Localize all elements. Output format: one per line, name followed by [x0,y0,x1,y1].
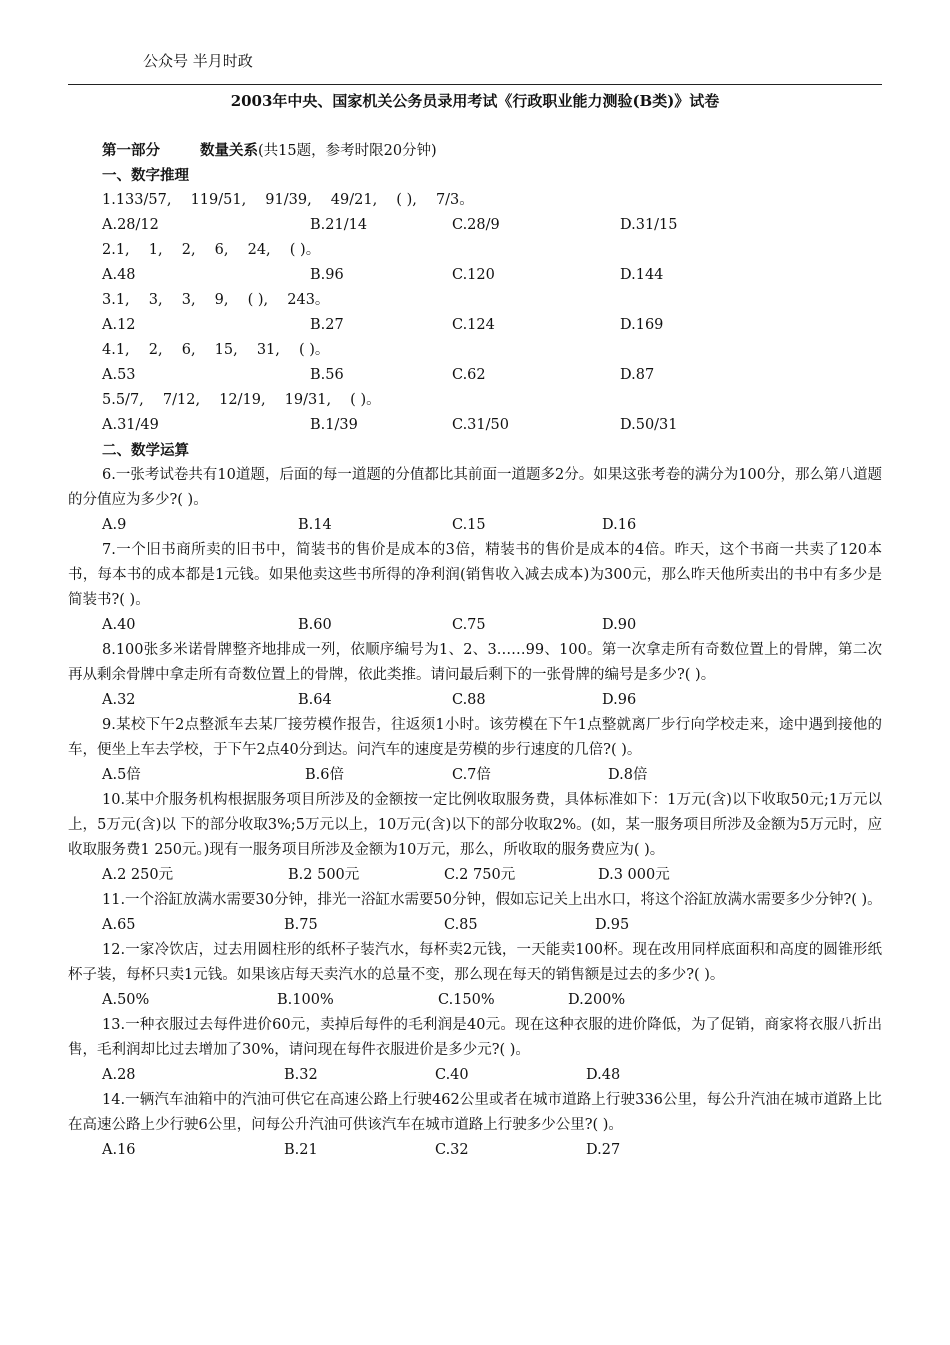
question-stem: 5.5/7, 7/12, 12/19, 19/31, ( )。 [102,392,381,408]
option-d: D.144 [620,267,664,283]
option-a: A.28 [102,1067,136,1083]
option-c: C.62 [452,367,486,383]
option-c: C.15 [452,517,486,533]
exam-content [68,138,882,1163]
option-c: C.85 [444,917,478,933]
option-b: B.6倍 [305,767,344,783]
question-stem: 6.一张考试卷共有10道题，后面的每一道题的分值都比其前面一道题多2分。如果这张考卷的满分为100分，那么第八道题的分值应为多少?( )。 [68,467,882,508]
option-d: D.50/31 [620,417,678,433]
option-row [68,913,882,938]
option-c: C.75 [452,617,486,633]
option-a: A.65 [102,917,136,933]
part-note: (共15题，参考时限20分钟) [258,143,437,159]
option-row [68,313,882,338]
option-c: C.150% [438,992,495,1008]
option-b: B.64 [298,692,332,708]
option-b: B.14 [298,517,332,533]
option-d: D.90 [602,617,637,633]
option-a: A.40 [102,617,136,633]
question-stem: 9.某校下午2点整派车去某厂接劳模作报告，往返须1小时。该劳模在下午1点整就离厂步行向学校走来，途中遇到接他的车，便坐上车去学校，于下午2点40分到达。问汽车的速度是劳模的步行速度的几倍?( )。 [68,717,882,758]
option-a: A.48 [102,267,136,283]
option-a: A.53 [102,367,136,383]
option-b: B.27 [310,317,344,333]
part-title: 数量关系 [200,142,258,159]
option-row [68,988,882,1013]
header-divider [68,84,882,85]
option-d: D.8倍 [608,767,648,783]
option-b: B.21 [284,1142,318,1158]
option-row [68,863,882,888]
option-d: D.169 [620,317,664,333]
exam-title: 2003年中央、国家机关公务员录用考试《行政职业能力测验(B类)》试卷 [230,92,720,110]
option-d: D.27 [586,1142,621,1158]
option-a: A.16 [102,1142,136,1158]
part-label: 第一部分 [102,142,160,159]
option-b: B.75 [284,917,318,933]
option-a: A.2 250元 [102,867,174,883]
option-c: C.7倍 [452,767,491,783]
option-d: D.87 [620,367,655,383]
option-c: C.31/50 [452,417,509,433]
option-a: A.28/12 [102,217,159,233]
option-row [68,213,882,238]
option-b: B.56 [310,367,344,383]
option-a: A.32 [102,692,136,708]
option-row [68,263,882,288]
option-d: D.3 000元 [598,867,670,883]
option-c: C.88 [452,692,486,708]
question-stem: 12.一家冷饮店，过去用圆柱形的纸杯子装汽水，每杯卖2元钱，一天能卖100杯。现在改用同样底面积和高度的圆锥形纸杯子装，每杯只卖1元钱。如果该店每天卖汽水的总量不变，那么现在每天的销售额是过去的多少?( )。 [68,942,882,983]
section-heading: 一、数字推理 [102,167,189,184]
option-c: C.124 [452,317,495,333]
question-stem: 10.某中介服务机构根据服务项目所涉及的金额按一定比例收取服务费，具体标准如下：1万元(含)以下收取50元;1万元以上，5万元(含)以 下的部分收取3%;5万元以上，10万元(含)以下的部分收取2%。(如，某一服务项目所涉及金额为5万元时，应收取服务费1 250元。)现有一服务项目所涉及金额为10万元，那么，所收取的服务费应为( )。 [68,792,882,858]
option-b: B.100% [277,992,334,1008]
section-heading: 二、数学运算 [102,442,189,459]
option-row [68,613,882,638]
option-a: A.5倍 [102,767,141,783]
question-stem: 1.133/57, 119/51, 91/39, 49/21, ( ), 7/3。 [102,192,474,208]
option-d: D.48 [586,1067,621,1083]
option-c: C.120 [452,267,495,283]
option-b: B.21/14 [310,217,368,233]
question-stem: 4.1, 2, 6, 15, 31, ( )。 [102,342,330,358]
option-a: A.31/49 [102,417,159,433]
option-d: D.31/15 [620,217,678,233]
question-stem: 3.1, 3, 3, 9, ( ), 243。 [102,292,330,308]
question-stem: 2.1, 1, 2, 6, 24, ( )。 [102,242,321,258]
option-row [68,363,882,388]
option-b: B.2 500元 [288,867,360,883]
option-b: B.1/39 [310,417,358,433]
question-stem: 11.一个浴缸放满水需要30分钟，排光一浴缸水需要50分钟，假如忘记关上出水口，将这个浴缸放满水需要多少分钟?( )。 [102,892,882,908]
option-b: B.60 [298,617,332,633]
option-c: C.32 [435,1142,469,1158]
option-c: C.28/9 [452,217,500,233]
option-d: D.200% [568,992,626,1008]
question-stem: 7.一个旧书商所卖的旧书中，简装书的售价是成本的3倍，精装书的售价是成本的4倍。昨天，这个书商一共卖了120本书，每本书的成本都是1元钱。如果他卖这些书所得的净利润(销售收入减去成本)为300元，那么昨天他所卖出的书中有多少是简装书?( )。 [68,542,882,608]
question-stem: 13.一种衣服过去每件进价60元，卖掉后每件的毛利润是40元。现在这种衣服的进价降低，为了促销，商家将衣服八折出售，毛利润却比过去增加了30%，请问现在每件衣服进价是多少元?( )。 [68,1017,882,1058]
option-row [68,413,882,438]
option-d: D.96 [602,692,637,708]
question-stem: 14.一辆汽车油箱中的汽油可供它在高速公路上行驶462公里或者在城市道路上行驶336公里，每公升汽油在城市道路上比在高速公路上少行驶6公里，问每公升汽油可供该汽车在城市道路上行驶多少公里?( )。 [68,1092,882,1133]
option-row [68,1063,882,1088]
part-heading [68,138,882,163]
option-d: D.16 [602,517,637,533]
option-d: D.95 [595,917,630,933]
header-note: 公众号 半月时政 [143,52,253,70]
option-row [68,513,882,538]
option-a: A.9 [102,517,127,533]
option-b: B.32 [284,1067,318,1083]
question-stem: 8.100张多米诺骨牌整齐地排成一列，依顺序编号为1、2、3……99、100。第一次拿走所有奇数位置上的骨牌，第二次再从剩余骨牌中拿走所有奇数位置上的骨牌，依此类推。请问最后剩下的一张骨牌的编号是多少?( )。 [68,642,882,683]
option-b: B.96 [310,267,344,283]
option-row [68,688,882,713]
option-row [68,1138,882,1163]
option-c: C.40 [435,1067,469,1083]
option-a: A.12 [102,317,136,333]
option-a: A.50% [102,992,150,1008]
option-row [68,763,882,788]
option-c: C.2 750元 [444,867,516,883]
